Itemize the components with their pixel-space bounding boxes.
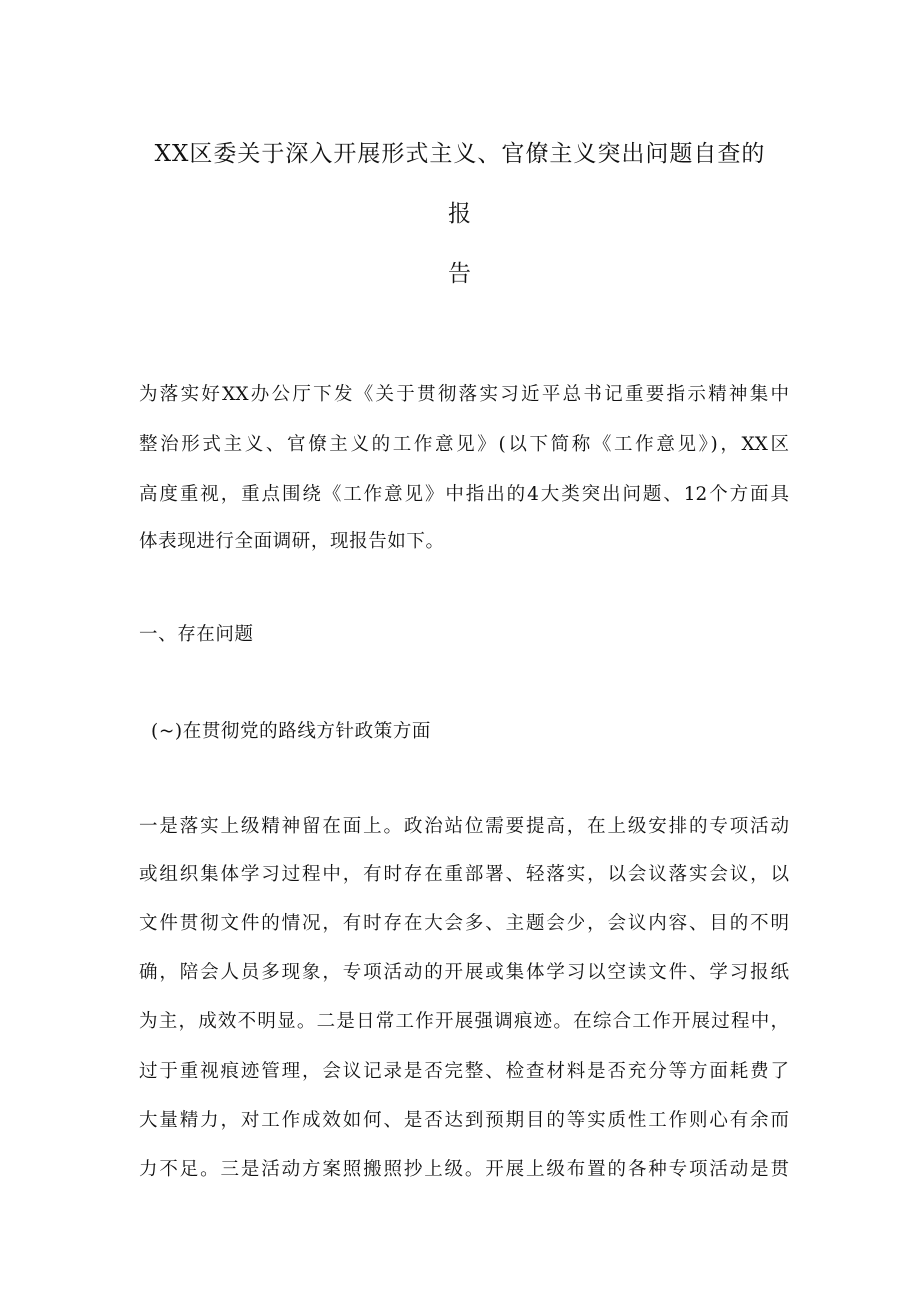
body-line-1: 一是落实上级精神留在面上。政治站位需要提高，在上级安排的专项活动: [139, 816, 789, 837]
intro-line-2: 整治形式主义、官僚主义的工作意见》(以下简称《工作意见》)，XX区: [139, 434, 789, 455]
subsection-heading: (~)在贯彻党的路线方针政策方面: [151, 721, 432, 742]
body-line-8: 力不足。三是活动方案照搬照抄上级。开展上级布置的各种专项活动是贯: [139, 1159, 789, 1180]
section-heading: 一、存在问题: [139, 624, 254, 645]
intro-line-1: 为落实好XX办公厅下发《关于贯彻落实习近平总书记重要指示精神集中: [139, 384, 789, 405]
body-line-2: 或组织集体学习过程中，有时存在重部署、轻落实，以会议落实会议，以: [139, 864, 789, 885]
document-title-line-1: XX区委关于深入开展形式主义、官僚主义突出问题自查的: [154, 141, 766, 167]
document-title-line-3: 告: [448, 261, 472, 287]
body-line-6: 过于重视痕迹管理，会议记录是否完整、检查材料是否充分等方面耗费了: [139, 1061, 789, 1082]
body-line-7: 大量精力，对工作成效如何、是否达到预期目的等实质性工作则心有余而: [139, 1110, 789, 1131]
body-line-5: 为主，成效不明显。二是日常工作开展强调痕迹。在综合工作开展过程中，: [139, 1011, 789, 1032]
intro-line-4: 体表现进行全面调研，现报告如下。: [139, 531, 445, 552]
body-line-4: 确，陪会人员多现象，专项活动的开展或集体学习以空读文件、学习报纸: [139, 962, 789, 983]
document-title-line-2: 报: [448, 201, 472, 227]
body-line-3: 文件贯彻文件的情况，有时存在大会多、主题会少，会议内容、目的不明: [139, 913, 789, 934]
intro-line-3: 高度重视，重点围绕《工作意见》中指出的4大类突出问题、12个方面具: [139, 484, 789, 505]
